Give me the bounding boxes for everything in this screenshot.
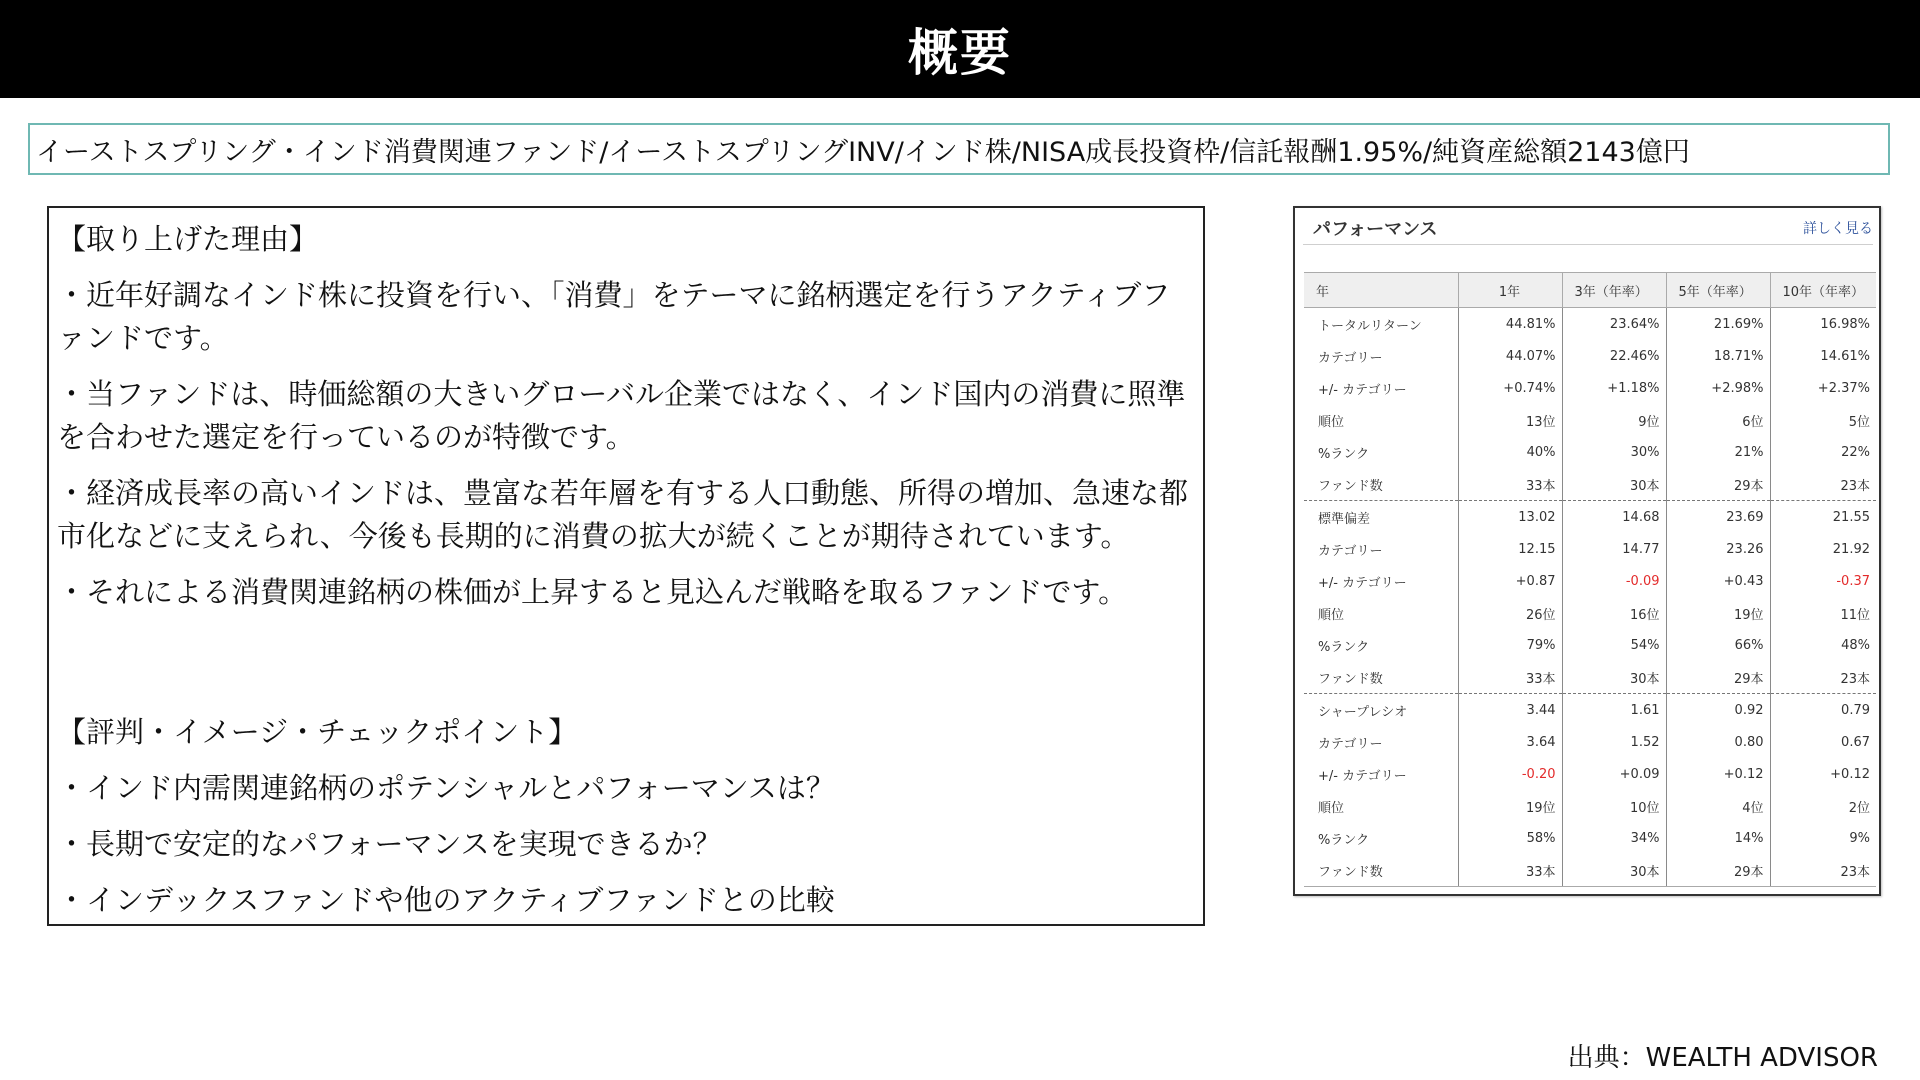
table-row — [1304, 404, 1876, 436]
table-cell: 0.67 — [1770, 726, 1876, 758]
table-header-row — [1304, 273, 1876, 308]
row-label: カテゴリー — [1318, 543, 1383, 559]
table-cell: -0.37 — [1770, 565, 1876, 597]
row-label: ファンド数 — [1304, 854, 1458, 887]
table-cell: -0.09 — [1562, 565, 1666, 597]
table-row — [1304, 822, 1876, 854]
description-box — [47, 206, 1205, 926]
table-row — [1304, 468, 1876, 501]
table-row — [1304, 372, 1876, 404]
column-header-1y: 1年 — [1458, 273, 1562, 308]
table-cell: 1.52 — [1562, 726, 1666, 758]
table-cell: +1.18% — [1562, 372, 1666, 404]
table-cell: 9位 — [1562, 404, 1666, 436]
table-cell: 14.68 — [1562, 501, 1666, 534]
table-cell: 44.81% — [1458, 308, 1562, 341]
table-cell: 21.69% — [1666, 308, 1770, 341]
table-row — [1304, 629, 1876, 661]
table-cell: 12.15 — [1458, 533, 1562, 565]
table-cell: 19位 — [1666, 597, 1770, 629]
table-cell: 23本 — [1770, 854, 1876, 887]
row-label: ファンド数 — [1318, 478, 1383, 494]
table-cell: 23.64% — [1562, 308, 1666, 341]
table-row — [1304, 340, 1876, 372]
table-cell: 58% — [1458, 822, 1562, 854]
table-cell: 30% — [1562, 436, 1666, 468]
table-cell: 13位 — [1458, 404, 1562, 436]
column-header-5y: 5年（年率） — [1666, 273, 1770, 308]
performance-panel — [1293, 206, 1881, 896]
table-cell: 22.46% — [1562, 340, 1666, 372]
table-cell: 23本 — [1770, 468, 1876, 501]
row-label: ファンド数 — [1318, 671, 1383, 687]
table-row — [1304, 790, 1876, 822]
table-row — [1304, 854, 1876, 887]
table-row — [1304, 501, 1876, 534]
table-cell: 21% — [1666, 436, 1770, 468]
table-row — [1304, 533, 1876, 565]
table-cell: 21.92 — [1770, 533, 1876, 565]
table-cell: 1.61 — [1562, 694, 1666, 727]
source-credit: 出典：WEALTH ADVISOR — [1567, 1043, 1878, 1073]
row-label: シャープレシオ — [1304, 694, 1458, 727]
row-label: %ランク — [1318, 832, 1370, 848]
row-label: トータルリターン — [1318, 318, 1422, 334]
table-cell: 16位 — [1562, 597, 1666, 629]
table-row — [1304, 694, 1876, 727]
table-cell: 44.07% — [1458, 340, 1562, 372]
table-row — [1304, 308, 1876, 341]
table-cell: -0.20 — [1458, 758, 1562, 790]
performance-table — [1304, 272, 1876, 887]
table-cell: 18.71% — [1666, 340, 1770, 372]
table-cell: 3.64 — [1458, 726, 1562, 758]
table-cell: 0.79 — [1770, 694, 1876, 727]
table-cell: 30本 — [1562, 468, 1666, 501]
table-cell: 10位 — [1562, 790, 1666, 822]
table-cell: 5位 — [1770, 404, 1876, 436]
table-cell: 9% — [1770, 822, 1876, 854]
checkpoints-heading: 【評判・イメージ・チェックポイント】 — [57, 715, 578, 749]
reason-item: ・経済成長率の高いインドは、豊富な若年層を有する人口動態、所得の増加、急速な都市化などに支えられ、今後も長期的に消費の拡大が続くことが期待されています。 — [57, 476, 1189, 553]
table-cell: 16.98% — [1770, 308, 1876, 341]
reasons-heading: 【取り上げた理由】 — [57, 222, 319, 256]
table-cell: 29本 — [1666, 661, 1770, 694]
table-cell: 66% — [1666, 629, 1770, 661]
table-cell: 19位 — [1458, 790, 1562, 822]
table-cell: 48% — [1770, 629, 1876, 661]
checkpoint-item: ・長期で安定的なパフォーマンスを実現できるか？ — [57, 827, 722, 861]
table-cell: 4位 — [1666, 790, 1770, 822]
reason-item: ・近年好調なインド株に投資を行い、「消費」をテーマに銘柄選定を行うアクティブファンドです。 — [57, 278, 1171, 355]
row-label: 順位 — [1318, 800, 1345, 816]
table-cell: +0.87 — [1458, 565, 1562, 597]
table-cell: +0.43 — [1666, 565, 1770, 597]
table-cell: +0.74% — [1458, 372, 1562, 404]
table-cell: 6位 — [1666, 404, 1770, 436]
row-label: %ランク — [1318, 446, 1370, 462]
table-cell: 30本 — [1562, 854, 1666, 887]
fund-info-text: イーストスプリング・インド消費関連ファンド/イーストスプリングINV/インド株/NISA成長投資枠/信託報酬1.95%/純資産総額2143億円 — [36, 136, 1690, 168]
table-cell: 79% — [1458, 629, 1562, 661]
row-label: 標準偏差 — [1304, 501, 1458, 534]
table-row — [1304, 597, 1876, 629]
table-cell: 23本 — [1770, 661, 1876, 694]
table-row — [1304, 758, 1876, 790]
details-link[interactable]: 詳しく見る — [1803, 221, 1873, 237]
table-cell: +2.98% — [1666, 372, 1770, 404]
table-cell: 14.61% — [1770, 340, 1876, 372]
table-cell: 29本 — [1666, 468, 1770, 501]
table-cell: 0.92 — [1666, 694, 1770, 727]
table-cell: +2.37% — [1770, 372, 1876, 404]
table-cell: 33本 — [1458, 661, 1562, 694]
table-cell: 40% — [1458, 436, 1562, 468]
table-cell: +0.12 — [1770, 758, 1876, 790]
page-header — [0, 0, 1920, 98]
reason-item: ・当ファンドは、時価総額の大きいグローバル企業ではなく、インド国内の消費に照準を合わせた選定を行っているのが特徴です。 — [57, 377, 1186, 454]
performance-table-body — [1304, 308, 1876, 887]
table-cell: 14.77 — [1562, 533, 1666, 565]
table-cell: 13.02 — [1458, 501, 1562, 534]
table-cell: 0.80 — [1666, 726, 1770, 758]
reason-item: ・それによる消費関連銘柄の株価が上昇すると見込んだ戦略を取るファンドです。 — [57, 575, 1128, 609]
row-label: 順位 — [1318, 414, 1345, 430]
performance-header — [1303, 212, 1873, 245]
table-cell: 11位 — [1770, 597, 1876, 629]
checkpoint-item: ・インド内需関連銘柄のポテンシャルとパフォーマンスは？ — [57, 771, 835, 805]
column-header-10y: 10年（年率） — [1770, 273, 1876, 308]
table-cell: 23.26 — [1666, 533, 1770, 565]
row-label: 順位 — [1318, 607, 1345, 623]
page-title: 概要 — [908, 24, 1012, 82]
table-cell: 33本 — [1458, 854, 1562, 887]
section-spacer — [57, 627, 1195, 711]
table-cell: 2位 — [1770, 790, 1876, 822]
table-cell: 33本 — [1458, 468, 1562, 501]
table-cell: 3.44 — [1458, 694, 1562, 727]
table-row — [1304, 565, 1876, 597]
column-header-year: 年 — [1304, 273, 1458, 308]
row-label: %ランク — [1318, 639, 1370, 655]
row-label: +/- カテゴリー — [1318, 382, 1407, 398]
table-cell: 21.55 — [1770, 501, 1876, 534]
table-cell: 14% — [1666, 822, 1770, 854]
checkpoint-item: ・インデックスファンドや他のアクティブファンドとの比較 — [57, 883, 835, 917]
column-header-3y: 3年（年率） — [1562, 273, 1666, 308]
fund-info-bar — [28, 123, 1890, 175]
table-cell: 34% — [1562, 822, 1666, 854]
row-label: カテゴリー — [1318, 736, 1383, 752]
table-cell: 30本 — [1562, 661, 1666, 694]
table-row — [1304, 436, 1876, 468]
table-cell: +0.12 — [1666, 758, 1770, 790]
table-cell: 22% — [1770, 436, 1876, 468]
row-label: +/- カテゴリー — [1318, 768, 1407, 784]
table-cell: 54% — [1562, 629, 1666, 661]
table-cell: 29本 — [1666, 854, 1770, 887]
table-row — [1304, 661, 1876, 694]
row-label: カテゴリー — [1318, 350, 1383, 366]
table-cell: +0.09 — [1562, 758, 1666, 790]
table-row — [1304, 726, 1876, 758]
table-cell: 26位 — [1458, 597, 1562, 629]
performance-title: パフォーマンス — [1313, 219, 1438, 240]
table-cell: 23.69 — [1666, 501, 1770, 534]
row-label: +/- カテゴリー — [1318, 575, 1407, 591]
